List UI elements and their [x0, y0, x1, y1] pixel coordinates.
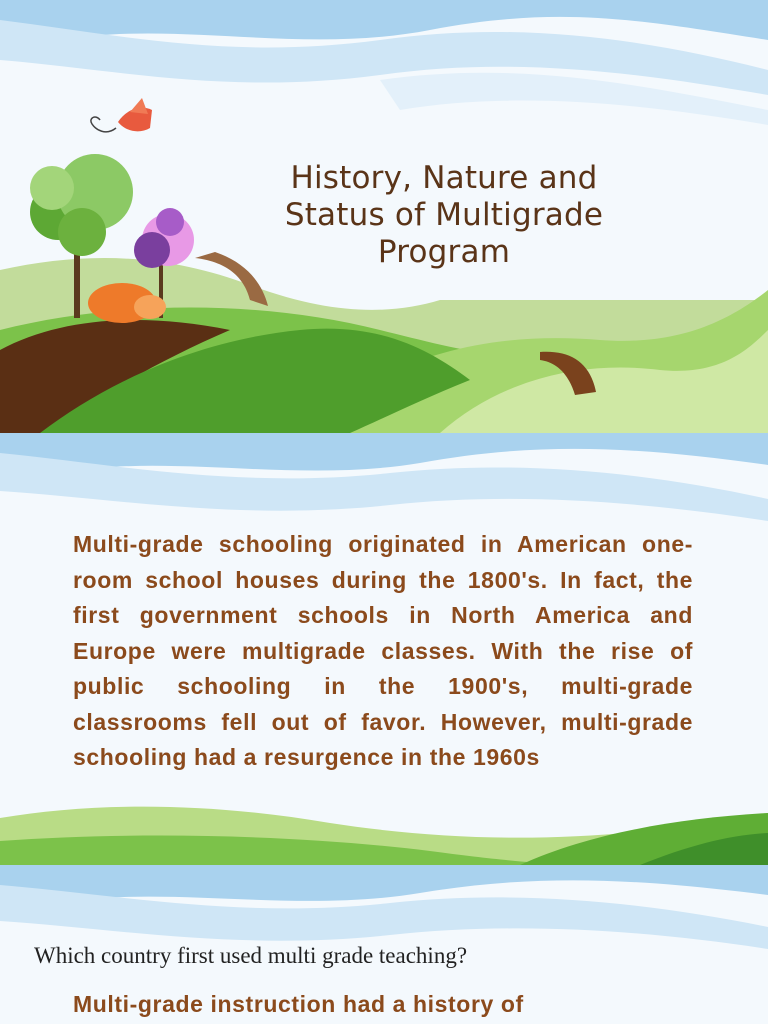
green-tree-crown-front — [58, 208, 106, 256]
bird-wing — [130, 98, 148, 114]
question-slide — [0, 865, 768, 1024]
green-tree-crown-left — [30, 166, 74, 210]
answer-text: Multi-grade instruction had a history of — [73, 991, 524, 1017]
orange-bush-light — [134, 295, 166, 319]
purple-tree-crown-top — [156, 208, 184, 236]
content-slide — [0, 433, 768, 865]
title-slide — [0, 0, 768, 433]
slide-title: History, Nature and Status of Multigrade Program — [284, 160, 604, 270]
slide-body-text: Multi-grade schooling originated in American one-room school houses during the 1800's. In fact, the first government schools in North America and Europe were multigrade classes. With the rise of public schooling in the 1900's, multi-grade classrooms fell out of favor. However, multi-grade schooling had a resurgence in the 1960s — [73, 531, 693, 770]
bird-trail — [91, 117, 116, 132]
purple-tree-crown-dark — [134, 232, 170, 268]
question-text: Which country first used multi grade teaching? — [34, 943, 468, 968]
